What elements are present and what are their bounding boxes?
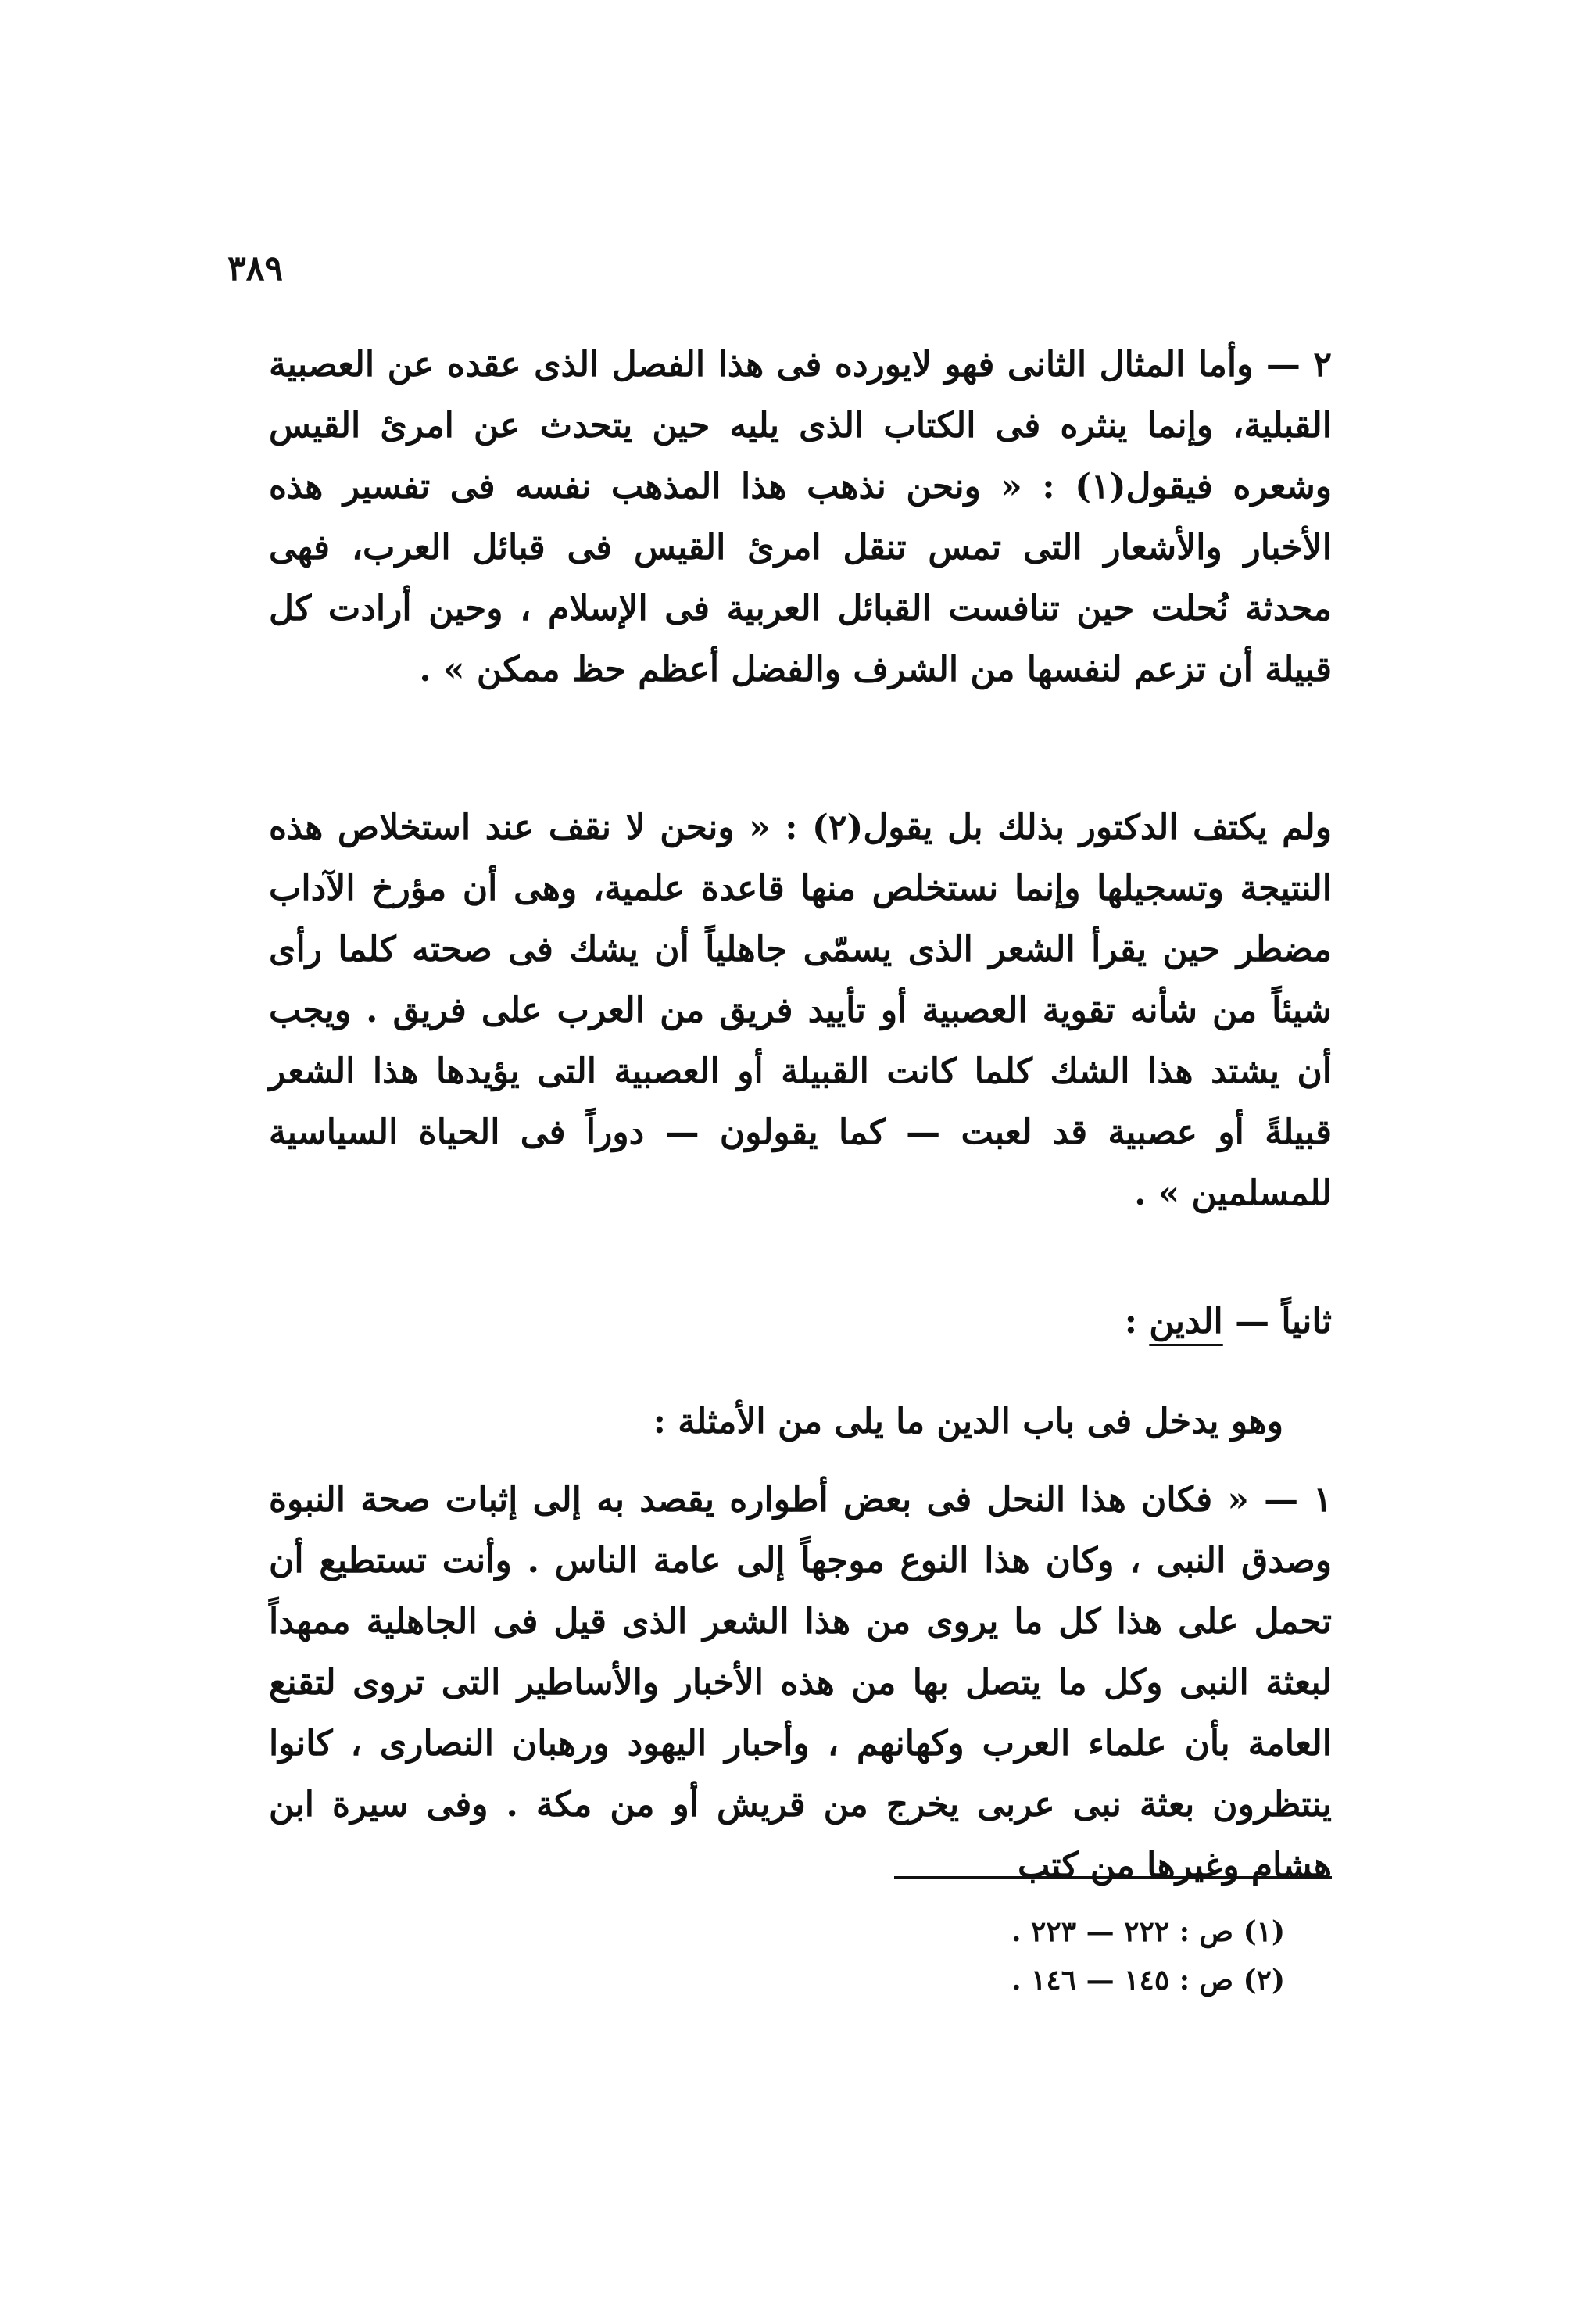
paragraph-text: ١ — « فكان هذا النحل فى بعض أطواره يقصد به إلى إثبات صحة النبوة وصدق النبى ، وكان هذا النوع موجهاً إلى عامة الناس . وأنت تستطيع أن تحمل على هذا كل ما يروى من هذا الشعر الذى قيل فى الجاهلية ممهداً لبعثة النبى وكل ما يتصل بها من هذه الأخبار والأساطير التى تروى لتقنع العامة بأن علماء العرب وكهانهم ، وأحبار اليهود ورهبان النصارى ، كانوا ينتظرون بعثة نبى عربى يخرج من قريش أو من مكة . وفى سيرة ابن هشام وغيرها من كتب <box>269 1480 1332 1886</box>
paragraph-example-2 <box>269 335 1332 700</box>
section-intro-line: وهو يدخل فى باب الدين ما يلى من الأمثلة : <box>653 1402 1283 1442</box>
footnote-2: (٢) ص : ١٤٥ — ١٤٦ . <box>1011 1964 1285 1997</box>
section-heading-prefix: ثانياً — <box>1235 1302 1332 1341</box>
page-number: ٣٨٩ <box>227 249 283 288</box>
section-heading-title: الدين <box>1149 1302 1223 1341</box>
section-heading-suffix: : <box>1124 1302 1137 1341</box>
section-heading-religion <box>1125 1302 1332 1341</box>
footnote-divider <box>894 1876 1332 1879</box>
footnotes <box>816 1907 1285 2004</box>
paragraph-quote-continuation <box>269 797 1332 1224</box>
paragraph-example-1-religion <box>269 1470 1332 1896</box>
paragraph-text: ولم يكتف الدكتور بذلك بل يقول(٢) : « ونحن لا نقف عند استخلاص هذه النتيجة وتسجيلها وإنما نستخلص منها قاعدة علمية، وهى أن مؤرخ الآداب مضطر حين يقرأ الشعر الذى يسمّى جاهلياً أن يشك فى صحته كلما رأى شيئاً من شأنه تقوية العصبية أو تأييد فريق من العرب على فريق . ويجب أن يشتد هذا الشك كلما كانت القبيلة أو العصبية التى يؤيدها هذا الشعر قبيلةً أو عصبية قد لعبت — كما يقولون — دوراً فى الحياة السياسية للمسلمين » . <box>269 808 1333 1213</box>
paragraph-text: ٢ — وأما المثال الثانى فهو لايورده فى هذا الفصل الذى عقده عن العصبية القبلية، وإنما ينثره فى الكتاب الذى يليه حين يتحدث عن امرئ القيس وشعره فيقول(١) : « ونحن نذهب هذا المذهب نفسه فى تفسير هذه الأخبار والأشعار التى تمس تنقل امرئ القيس فى قبائل العرب، فهى محدثة نُحلت حين تنافست القبائل العربية فى الإسلام ، وحين أرادت كل قبيلة أن تزعم لنفسها من الشرف والفضل أعظم حظ ممكن » . <box>269 345 1332 689</box>
footnote-1: (١) ص : ٢٢٢ — ٢٢٣ . <box>1011 1915 1285 1948</box>
